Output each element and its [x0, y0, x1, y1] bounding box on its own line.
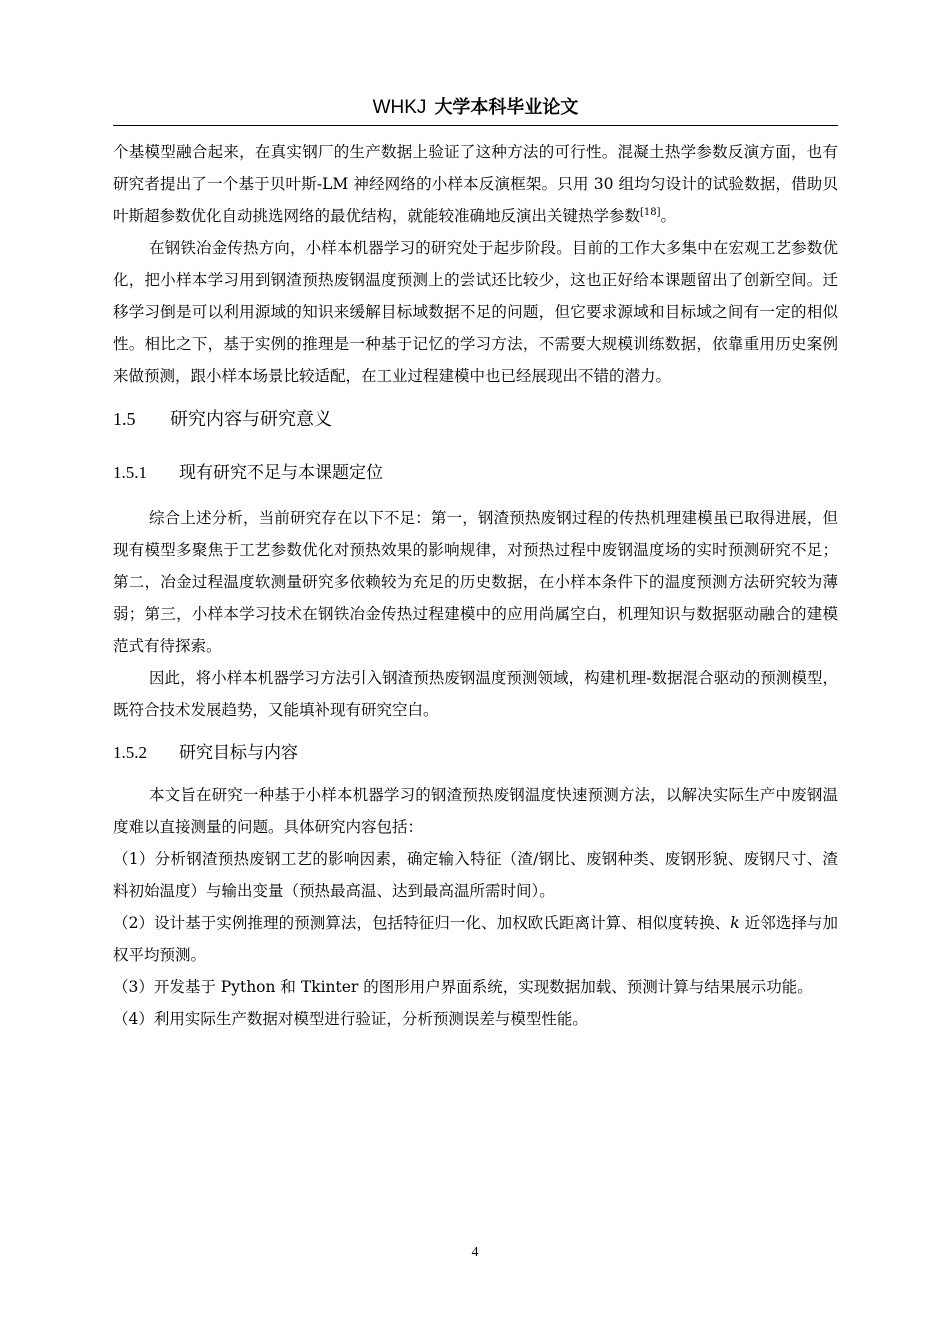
section-heading — [113, 403, 838, 436]
subsection-title: 现有研究不足与本课题定位 — [179, 463, 383, 483]
paragraph-text: 个基模型融合起来，在真实钢厂的生产数据上验证了这种方法的可行性。混凝土热学参数反演方面，也有研究者提出了一个基于贝叶斯-LM 神经网络的小样本反演框架。只用 30 组均匀设计的试验数据，借助贝叶斯超参数优化自动挑选网络的最优结构，就能较准确地反演出关键热学参数 — [113, 143, 838, 225]
list-item: （4）利用实际生产数据对模型进行验证，分析预测误差与模型性能。 — [113, 1010, 588, 1028]
paragraph-end: 。 — [660, 207, 677, 225]
university-logo-text: WHKJ — [372, 97, 427, 118]
subsection-number: 1.5.1 — [113, 463, 147, 482]
subsection-number: 1.5.2 — [113, 743, 147, 762]
section-number: 1.5 — [113, 409, 136, 429]
list-item-text: 近邻选择与加权平均预测。 — [113, 914, 838, 964]
subsection-heading — [113, 737, 838, 769]
body-content — [113, 136, 838, 1035]
citation-reference[interactable]: [18] — [640, 206, 661, 218]
section-title: 研究内容与研究意义 — [170, 409, 332, 430]
page-header — [113, 92, 838, 122]
paragraph-objective: 本文旨在研究一种基于小样本机器学习的钢渣预热废钢温度快速预测方法，以解决实际生产中废钢温度难以直接测量的问题。具体研究内容包括： — [113, 786, 838, 836]
header-divider — [113, 125, 838, 126]
paragraph-shortcomings: 综合上述分析，当前研究存在以下不足：第一，钢渣预热废钢过程的传热机理建模虽已取得进展，但现有模型多聚焦于工艺参数优化对预热效果的影响规律，对预热过程中废钢温度场的实时预测研究不足；第二，冶金过程温度软测量研究多依赖较为充足的历史数据，在小样本条件下的温度预测方法研究较为薄弱；第三，小样本学习技术在钢铁冶金传热过程建模中的应用尚属空白，机理知识与数据驱动融合的建模范式有待探索。 — [113, 509, 838, 655]
page-number: 4 — [471, 1245, 479, 1260]
list-item: （1）分析钢渣预热废钢工艺的影响因素，确定输入特征（渣/钢比、废钢种类、废钢形貌、废钢尺寸、渣料初始温度）与输出变量（预热最高温、达到最高温所需时间）。 — [113, 850, 838, 900]
list-item — [113, 907, 838, 971]
paragraph-continued — [113, 136, 838, 232]
paragraph-conclusion: 因此，将小样本机器学习方法引入钢渣预热废钢温度预测领域，构建机理-数据混合驱动的预测模型，既符合技术发展趋势，又能填补现有研究空白。 — [113, 669, 838, 719]
subsection-title: 研究目标与内容 — [179, 743, 298, 763]
math-variable: k — [730, 914, 740, 932]
paragraph-metallurgy: 在钢铁冶金传热方向，小样本机器学习的研究处于起步阶段。目前的工作大多集中在宏观工艺参数优化，把小样本学习用到钢渣预热废钢温度预测上的尝试还比较少，这也正好给本课题留出了创新空间。迁移学习倒是可以利用源域的知识来缓解目标域数据不足的问题，但它要求源域和目标域之间有一定的相似性。相比之下，基于实例的推理是一种基于记忆的学习方法，不需要大规模训练数据，依靠重用历史案例来做预测，跟小样本场景比较适配，在工业过程建模中也已经展现出不错的潜力。 — [113, 239, 838, 385]
list-item-text: （2）设计基于实例推理的预测算法，包括特征归一化、加权欧氏距离计算、相似度转换、 — [113, 914, 731, 932]
subsection-heading — [113, 457, 838, 489]
list-item: （3）开发基于 Python 和 Tkinter 的图形用户界面系统，实现数据加载、预测计算与结果展示功能。 — [113, 978, 813, 996]
header-title: 大学本科毕业论文 — [434, 97, 579, 118]
